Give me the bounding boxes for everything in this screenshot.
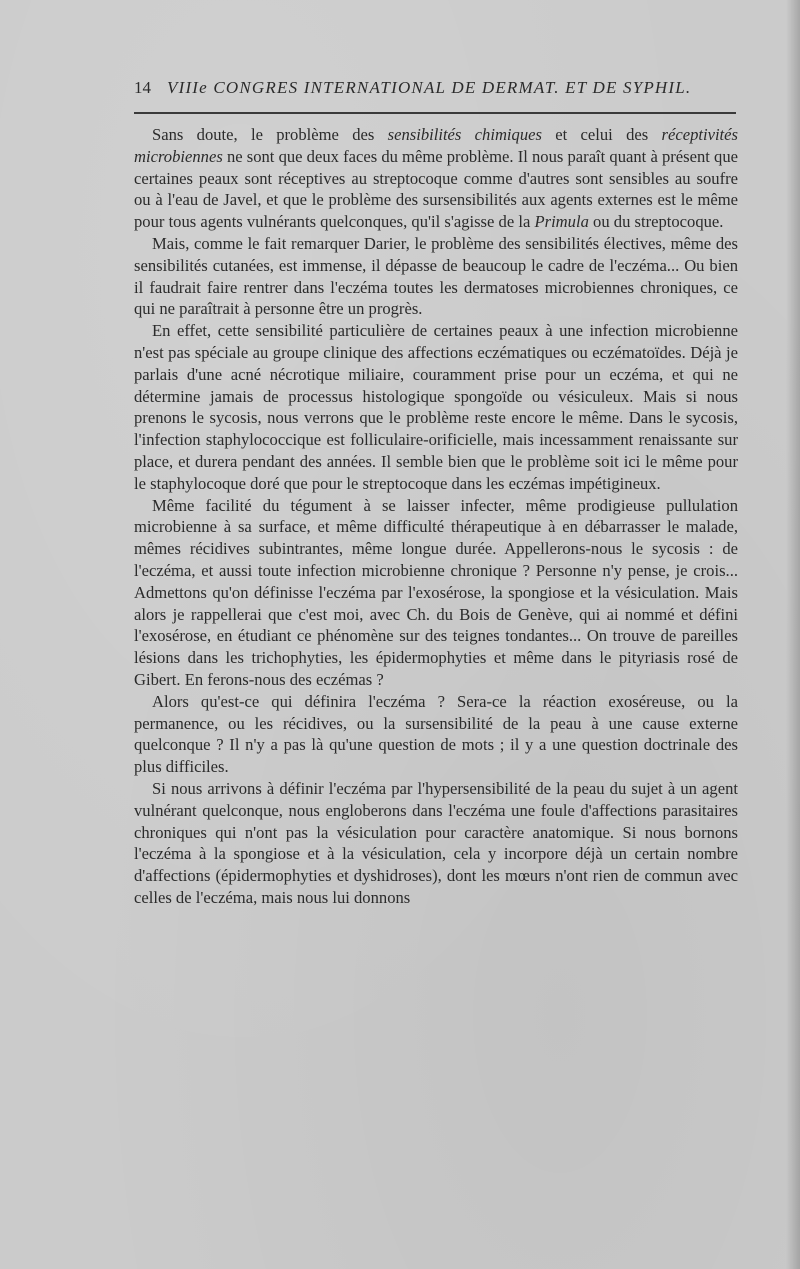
page-edge-shadow [786, 0, 800, 1269]
text-segment: Alors qu'est-ce qui définira l'eczéma ? Sera-ce la réaction exoséreuse, ou la permanence, ou les récidives, ou la sursensibilité de la peau à une cause externe quelconque ? Il n'y a pas là qu'une question de mots ; il y a une question doctrinale des plus difficiles. [134, 691, 738, 777]
paragraph [134, 233, 738, 320]
italic-text-segment: Primula [534, 212, 589, 232]
paragraph [134, 778, 738, 909]
text-segment: Mais, comme le fait remarquer Darier, le problème des sensibilités électives, même des sensibilités cutanées, est immense, il dépasse de beaucoup le cadre de l'eczéma... Ou bien il faudrait faire rentrer dans l'eczéma toutes les dermatoses microbiennes chroniques, ce qui ne paraîtrait à personne être un progrès. [134, 233, 738, 319]
page-number: 14 [134, 78, 151, 97]
header-rule [134, 112, 736, 114]
text-segment: ne sont que deux faces du même problème. Il nous paraît quant à présent que certaines peaux sont réceptives au streptocoque comme d'autres sont sensibles au soufre ou à l'eau de Javel, et que le problème des sursensibilités aux agents externes est le même pour tous agents vulnérants quelconques, qu'il s'agisse de la [134, 146, 738, 232]
italic-text-segment: sensibilités chimiques [387, 125, 542, 144]
text-segment: ou du streptocoque. [588, 212, 724, 232]
text-segment: Si nous arrivons à définir l'eczéma par l'hypersensibilité de la peau du sujet à un agent vulnérant quelconque, nous engloberons dans l'eczéma une foule d'affections parasitaires chroniques qui n'ont pas la vésiculation pour caractère anatomique. Si nous bornons l'eczéma à la spongiose et à la vésiculation, cela y incorpore déjà un certain nombre d'affections (épidermophyties et dyshidroses), dont les mœurs n'ont rien de commun avec celles de l'eczéma, mais nous lui donnons [134, 778, 738, 907]
text-segment: et celui des [541, 125, 662, 144]
italic-text-segment: réceptivités microbiennes [134, 125, 738, 166]
running-title: VIIIe CONGRES INTERNATIONAL DE DERMAT. ET DE SYPHIL. [167, 78, 692, 97]
running-header [134, 78, 734, 100]
text-segment: Même facilité du tégument à se laisser infecter, même prodigieuse pullulation microbienne à sa surface, et même difficulté thérapeutique à en débarrasser le malade, mêmes récidives subintrantes, même longue durée. Appellerons-nous le sycosis : de l'eczéma, et aussi toute infection microbienne chronique ? Personne n'y pense, je crois... Admettons qu'on définisse l'eczéma par l'exosérose, la spongiose et la vésiculation. Mais alors je rappellerai que c'est moi, avec Ch. du Bois de Genève, qui ai nommé et défini l'exosérose, en étudiant ce phénomène sur des teignes tondantes... On trouve de pareilles lésions dans les trichophyties, les épidermophyties et même dans le pityriasis rosé de Gibert. En ferons-nous des eczémas ? [134, 495, 738, 689]
paragraph [134, 124, 738, 233]
body-text [134, 124, 738, 909]
paragraph [134, 320, 738, 494]
paragraph [134, 691, 738, 778]
text-segment: Sans doute, le problème des [152, 125, 388, 144]
paragraph [134, 495, 738, 691]
text-segment: En effet, cette sensibilité particulière de certaines peaux à une infection microbienne n'est pas spéciale au groupe clinique des affections eczématiques ou eczématoïdes. Déjà je parlais d'une acné nécrotique miliaire, couramment prise pour un eczéma, et qui ne détermine jamais de processus histologique spongoïde ou vésiculeux. Mais si nous prenons le sycosis, nous verrons que le problème reste encore le même. Dans le sycosis, l'infection staphylococcique est folliculaire-orificielle, mais incessamment renaissante sur place, et durera pendant des années. Il semble bien que le problème soit ici le même pour le staphylocoque doré que pour le streptocoque dans les eczémas impétigineux. [134, 321, 738, 493]
